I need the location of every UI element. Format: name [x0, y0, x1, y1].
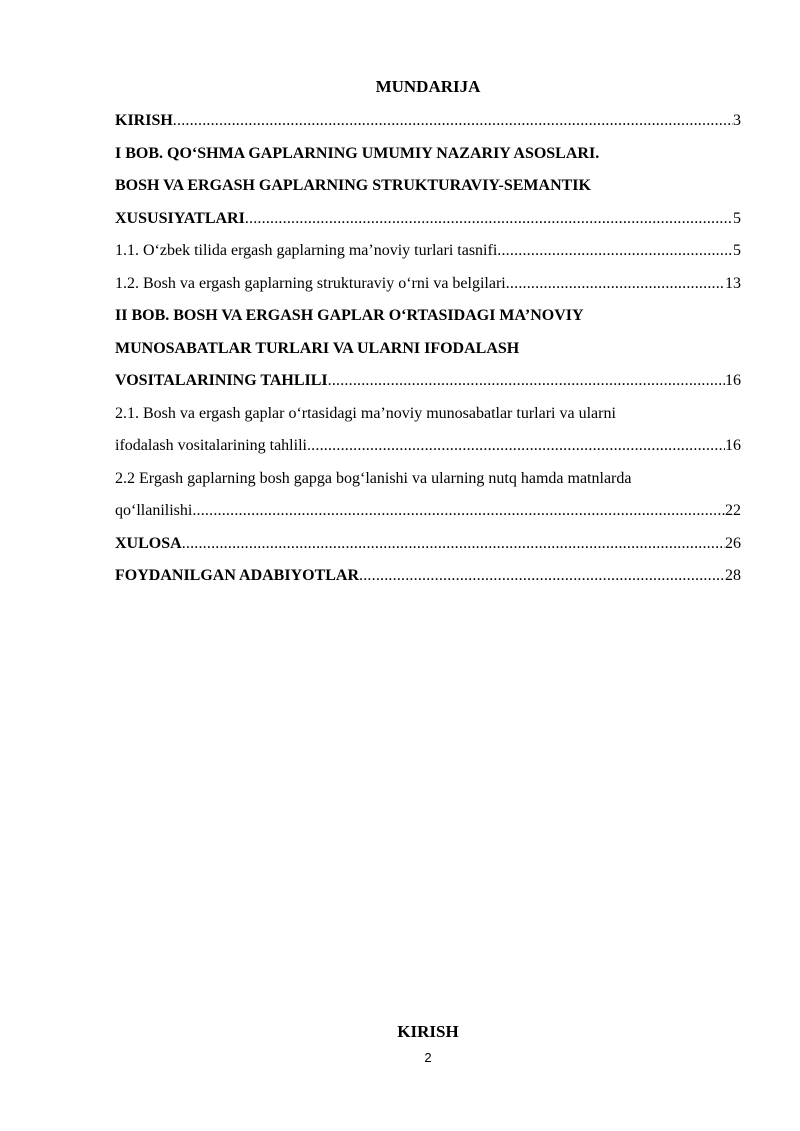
- toc-chapter-1-line-3: [115, 203, 741, 236]
- toc-leader-dots: [328, 365, 725, 398]
- toc-entry-text: ifodalash vositalarining tahlili: [115, 437, 307, 454]
- toc-leader-dots: [359, 560, 725, 593]
- toc-entry-text: MUNOSABATLAR TURLARI VA ULARNI IFODALASH: [115, 339, 520, 357]
- toc-entry-text: FOYDANILGAN ADABIYOTLAR: [115, 567, 360, 584]
- toc-leader-dots: [307, 430, 725, 463]
- toc-page-number: 3: [733, 112, 741, 129]
- toc-chapter-1-line-1: [115, 138, 741, 171]
- toc-entry-text: XUSUSIYATLARI: [115, 209, 245, 227]
- toc-entry-kirish: [115, 105, 741, 138]
- toc-leader-dots: [192, 495, 725, 528]
- toc-leader-dots: [182, 528, 725, 561]
- toc-page-number: 5: [733, 209, 741, 227]
- toc-entry-text: 1.2. Bosh va ergash gaplarning strukturaviy o‘rni va belgilari: [115, 274, 506, 292]
- toc-leader-dots: [245, 203, 733, 236]
- toc-entry-xulosa: [115, 528, 741, 561]
- toc-section-2-1-line-2: [115, 430, 741, 463]
- toc-page-number: 13: [725, 274, 741, 292]
- table-of-contents: [115, 105, 741, 593]
- toc-page-number: 26: [725, 534, 741, 552]
- toc-entry-text: VOSITALARINING TAHLILI: [115, 372, 328, 389]
- toc-page-number: 28: [725, 567, 741, 584]
- toc-entry-text: II BOB. BOSH VA ERGASH GAPLAR O‘RTASIDAGI MA’NOVIY: [115, 307, 584, 324]
- toc-page-number: 16: [725, 437, 741, 454]
- toc-section-1-2: [115, 268, 741, 301]
- toc-page-number: 5: [733, 242, 741, 259]
- page-number: 2: [424, 1050, 432, 1065]
- toc-section-2-2-line-2: [115, 495, 741, 528]
- toc-chapter-2-line-2: [115, 333, 741, 366]
- toc-entry-text: XULOSA: [115, 534, 182, 552]
- toc-page-number: 16: [725, 372, 741, 389]
- next-section-heading: KIRISH: [397, 1022, 459, 1041]
- toc-entry-text: qo‘llanilishi: [115, 502, 193, 519]
- toc-chapter-1-line-2: [115, 170, 741, 203]
- toc-section-2-1-line-1: [115, 398, 741, 431]
- toc-section-2-2-line-1: [115, 463, 741, 496]
- toc-leader-dots: [497, 235, 733, 268]
- toc-entry-references: [115, 560, 741, 593]
- toc-section-1-1: [115, 235, 741, 268]
- toc-entry-text: KIRISH: [115, 112, 173, 129]
- toc-title: MUNDARIJA: [375, 77, 481, 96]
- toc-entry-text: 2.2 Ergash gaplarning bosh gapga bog‘lanishi va ularning nutq hamda matnlarda: [115, 469, 632, 487]
- toc-entry-text: I BOB. QO‘SHMA GAPLARNING UMUMIY NAZARIY ASOSLARI.: [115, 144, 600, 162]
- toc-page-number: 22: [725, 502, 741, 519]
- toc-entry-text: BOSH VA ERGASH GAPLARNING STRUKTURAVIY-SEMANTIK: [115, 177, 591, 194]
- toc-entry-text: 2.1. Bosh va ergash gaplar o‘rtasidagi ma’noviy munosabatlar turlari va ularni: [115, 404, 616, 422]
- toc-chapter-2-line-1: [115, 300, 741, 333]
- toc-leader-dots: [506, 268, 725, 301]
- toc-leader-dots: [173, 105, 733, 138]
- toc-entry-text: 1.1. O‘zbek tilida ergash gaplarning ma’noviy turlari tasnifi: [115, 242, 498, 259]
- toc-chapter-2-line-3: [115, 365, 741, 398]
